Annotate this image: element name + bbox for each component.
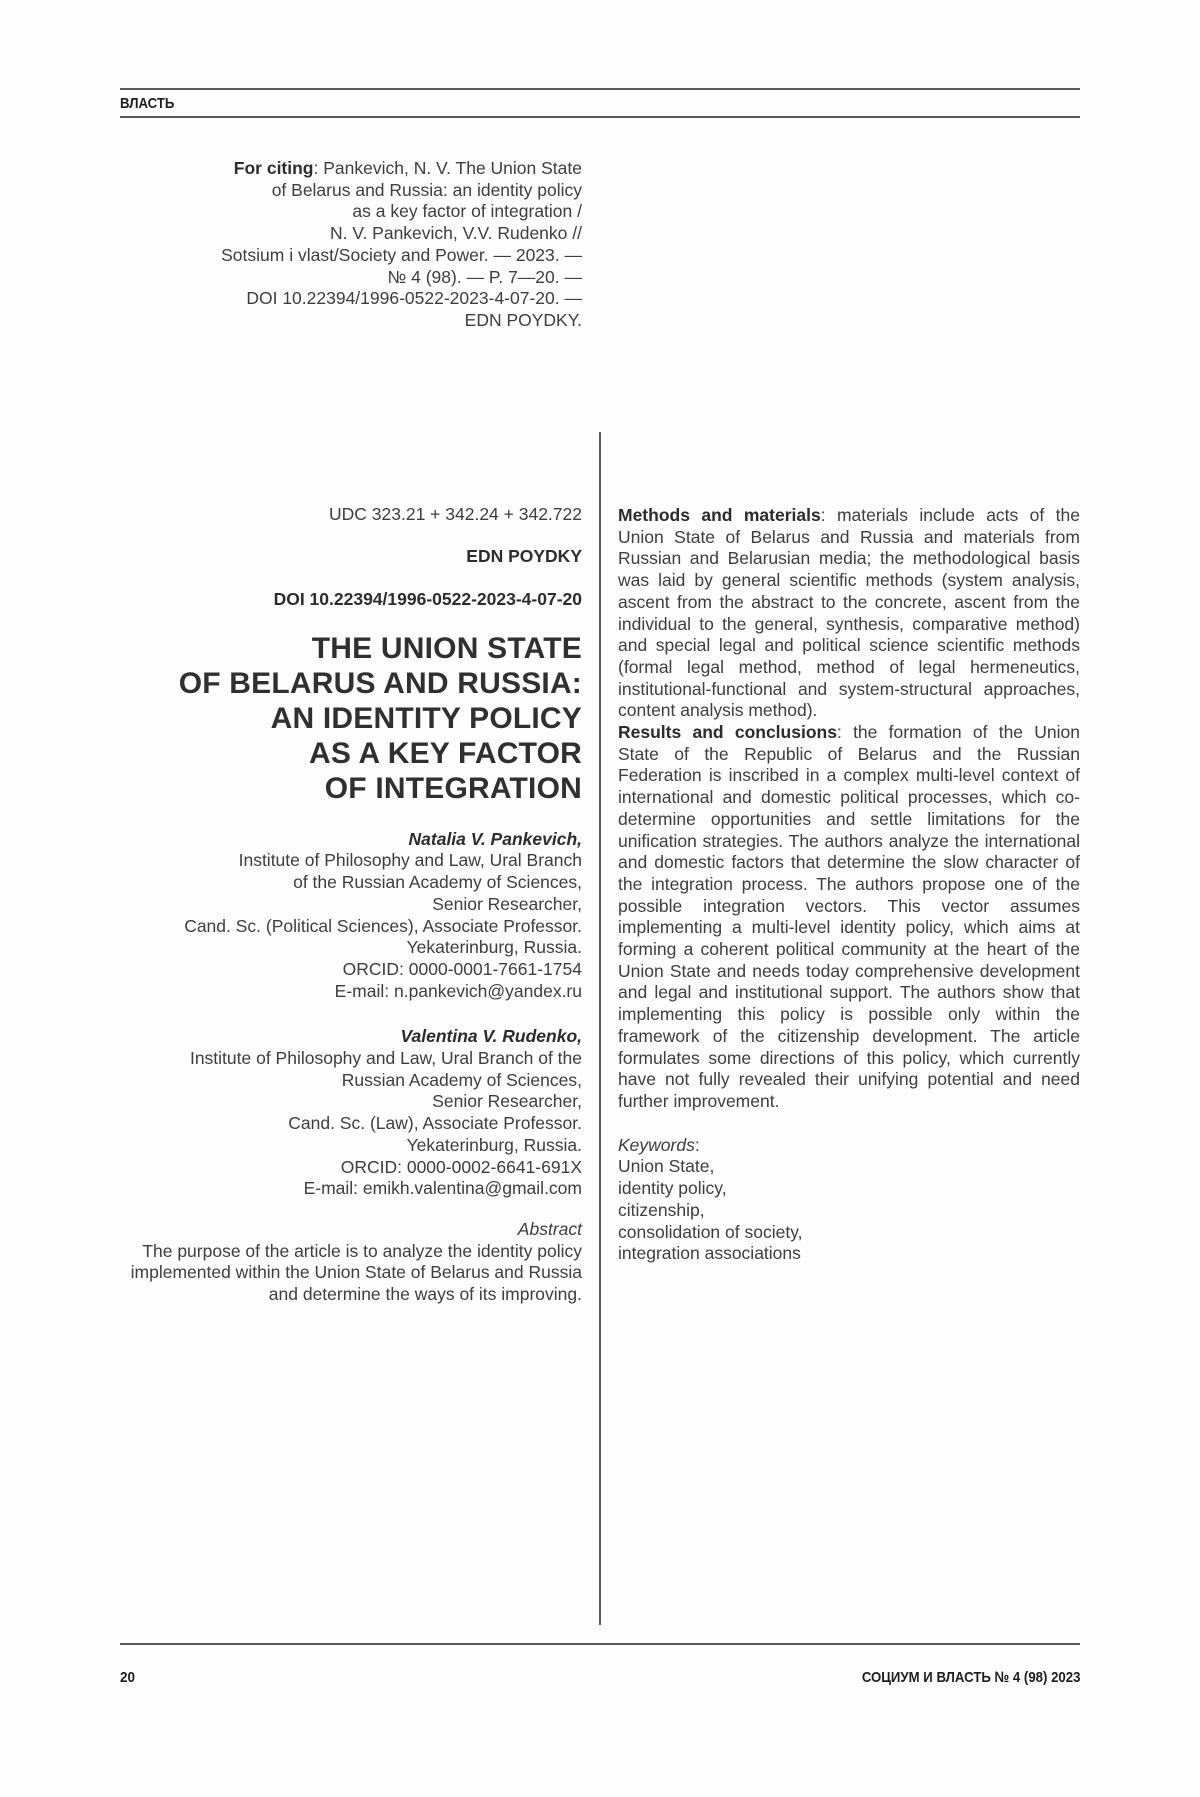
- doi-code: DOI 10.22394/1996-0522-2023-4-07-20: [273, 589, 582, 610]
- author-orcid: ORCID: 0000-0002-6641-691X: [340, 1156, 582, 1177]
- results-label: Results and conclusions: [618, 722, 837, 743]
- citation-line: For citing: Pankevich, N. V. The Union State: [233, 158, 582, 178]
- keyword-item: Union State,: [618, 1156, 715, 1177]
- author-affiliation-line: Senior Researcher,: [432, 1091, 582, 1112]
- methods-label: Methods and materials: [618, 505, 821, 525]
- citation-line: as a key factor of integration /: [352, 201, 582, 222]
- title-line: THE UNION STATE: [311, 631, 582, 665]
- title-line: AN IDENTITY POLICY: [270, 701, 582, 735]
- author-affiliation-line: Russian Academy of Sciences,: [341, 1069, 582, 1090]
- author-affiliation-line: Institute of Philosophy and Law, Ural Branch: [238, 850, 582, 871]
- author-affiliation-line: of the Russian Academy of Sciences,: [293, 872, 582, 893]
- results-text: : the formation of the Union State of the Republic of Belarus and the Russian Federation is inscribed in a complex multi-level context of international and domestic political processes, which co-determine opportunities and settle limitations for the unification strategies. The authors analyze the international and domestic factors that determine the slow character of the integration process. The authors propose one of the possible integration vectors. This vector assumes implementing a multi-level identity policy, which aims at forming a coherent political community at the heart of the Union State and needs today comprehensive development and legal and institutional support. The authors show that implementing this policy is possible only within the framework of the citizenship development. The article formulates some directions of this policy, which currently have not fully revealed their unifying potential and need further improvement.: [618, 722, 1081, 1111]
- citation-line: № 4 (98). — P. 7—20. —: [387, 266, 582, 287]
- left-column: [120, 158, 582, 1306]
- keyword-item: citizenship,: [618, 1199, 705, 1220]
- page-footer: [120, 1643, 1080, 1686]
- edn-code: EDN POYDKY: [466, 546, 582, 567]
- keywords-label: Keywords:: [618, 1134, 700, 1155]
- article-title: [120, 631, 582, 806]
- keyword-item: integration associations: [618, 1243, 801, 1264]
- author-email: E-mail: n.pankevich@yandex.ru: [334, 980, 582, 1001]
- header-rule-bottom: [120, 116, 1080, 118]
- citation-line: N. V. Pankevich, V.V. Rudenko //: [330, 223, 582, 244]
- title-line: OF INTEGRATION: [324, 771, 582, 805]
- running-head: [120, 88, 1080, 118]
- journal-reference: СОЦИУМ И ВЛАСТЬ № 4 (98) 2023: [861, 1669, 1080, 1686]
- methods-paragraph: [618, 505, 1080, 722]
- citation-line: DOI 10.22394/1996-0522-2023-4-07-20. —: [246, 288, 582, 309]
- article-codes: [120, 504, 582, 611]
- keywords-block: [618, 1135, 1080, 1265]
- author-affiliation-line: Cand. Sc. (Political Sciences), Associate Professor.: [184, 915, 582, 936]
- author-affiliation-line: Yekaterinburg, Russia.: [406, 1134, 582, 1155]
- abstract-text: The purpose of the article is to analyze the identity policy implemented within the Union State of Belarus and Russia and determine the ways of its improving.: [130, 1240, 582, 1305]
- author-affiliation-line: Yekaterinburg, Russia.: [406, 937, 582, 958]
- citation-label: For citing: [233, 158, 314, 178]
- methods-text: : materials include acts of the Union State of Belarus and Russia and materials from Russian and Belarusian media; the methodological basis was laid by general scientific methods (system analysis, ascent from the abstract to the concrete, ascent from the individual to the general, synthesis, comparative method) and special legal and political science scientific methods (formal legal method, method of legal hermeneutics, institutional-functional and system-structural approaches, content analysis method).: [618, 505, 1080, 721]
- author-name: Valentina V. Rudenko,: [400, 1026, 582, 1047]
- citation-line: Sotsium i vlast/Society and Power. — 2023. —: [221, 244, 582, 265]
- results-paragraph: [618, 722, 1080, 1113]
- keyword-item: consolidation of society,: [618, 1221, 803, 1242]
- author-name: Natalia V. Pankevich,: [408, 828, 582, 849]
- citation-block: [120, 158, 582, 332]
- title-line: AS A KEY FACTOR: [308, 736, 582, 770]
- footer-rule: [120, 1643, 1080, 1645]
- section-label: ВЛАСТЬ: [120, 95, 175, 112]
- abstract-block: [120, 1219, 582, 1306]
- abstract-label: Abstract: [517, 1218, 582, 1239]
- udc-code: UDC 323.21 + 342.24 + 342.722: [329, 503, 582, 524]
- column-divider: [599, 432, 601, 1625]
- title-line: OF BELARUS AND RUSSIA:: [178, 666, 582, 700]
- author-affiliation-line: Senior Researcher,: [432, 893, 582, 914]
- citation-line: EDN POYDKY.: [464, 309, 582, 330]
- author-block: [120, 829, 582, 1003]
- author-email: E-mail: emikh.valentina@gmail.com: [303, 1178, 582, 1199]
- keyword-item: identity policy,: [618, 1178, 727, 1199]
- page-number: 20: [120, 1669, 136, 1686]
- author-affiliation-line: Institute of Philosophy and Law, Ural Branch of the: [189, 1048, 582, 1069]
- right-column: [618, 505, 1080, 1265]
- author-affiliation-line: Cand. Sc. (Law), Associate Professor.: [288, 1113, 582, 1134]
- author-block: [120, 1026, 582, 1200]
- author-orcid: ORCID: 0000-0001-7661-1754: [342, 958, 582, 979]
- citation-line: of Belarus and Russia: an identity policy: [271, 179, 582, 200]
